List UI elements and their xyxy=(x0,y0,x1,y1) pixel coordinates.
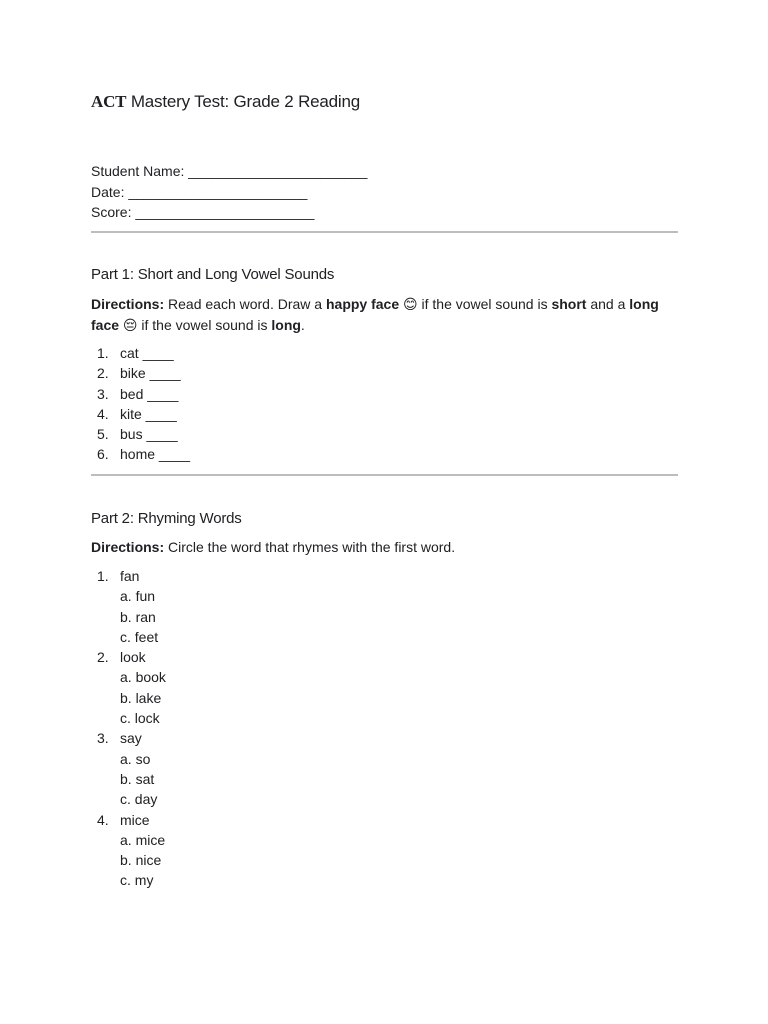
question-item xyxy=(91,566,166,647)
list-item xyxy=(91,424,190,444)
item-text: home ____ xyxy=(120,446,191,463)
choice-option: c. day xyxy=(120,791,158,808)
directions-emphasis: long xyxy=(271,316,301,333)
list-item xyxy=(91,384,190,404)
item-text: bus ____ xyxy=(120,426,178,443)
directions-emphasis: short xyxy=(551,296,587,312)
directions-text: . xyxy=(300,316,305,333)
choice-option: a. so xyxy=(120,750,151,767)
item-text: kite ____ xyxy=(120,405,177,422)
choice-option: a. mice xyxy=(120,831,166,848)
item-text: bed ____ xyxy=(120,385,179,402)
item-number: 4. xyxy=(97,811,109,828)
title-prefix: ACT xyxy=(91,92,127,111)
item-number: 6. xyxy=(97,446,109,463)
part1-heading: Part 1: Short and Long Vowel Sounds xyxy=(91,266,335,283)
part2-heading: Part 2: Rhyming Words xyxy=(91,510,242,527)
question-word: fan xyxy=(120,568,140,584)
question-item xyxy=(91,647,166,728)
title-rest: Mastery Test: Grade 2 Reading xyxy=(126,92,360,111)
item-number: 1. xyxy=(97,568,109,584)
section-divider xyxy=(91,474,678,476)
part1-directions xyxy=(91,294,678,335)
question-word: look xyxy=(120,649,146,666)
student-info xyxy=(91,161,367,223)
directions-label: Directions: xyxy=(91,539,165,555)
section-divider xyxy=(91,231,678,233)
question-word: say xyxy=(120,730,142,747)
item-number: 1. xyxy=(97,345,109,361)
directions-emphasis: happy face xyxy=(325,296,400,312)
choice-option: a. book xyxy=(120,669,166,686)
part2-directions xyxy=(91,537,678,558)
directions-text: and a xyxy=(586,296,630,312)
student-name-line: Student Name: _______________________ xyxy=(91,163,368,179)
choice-option: a. fun xyxy=(120,588,156,605)
choice-option: b. sat xyxy=(120,770,155,787)
item-number: 2. xyxy=(97,365,109,382)
choice-option: c. my xyxy=(120,872,154,889)
document-title xyxy=(91,92,360,112)
list-item xyxy=(91,343,190,363)
question-word: mice xyxy=(120,811,150,828)
item-text: bike ____ xyxy=(120,365,181,382)
list-item xyxy=(91,444,190,464)
choice-option: b. nice xyxy=(120,852,162,869)
directions-text: Read each word. Draw a xyxy=(164,296,326,312)
choice-option: c. lock xyxy=(120,710,160,727)
choice-list xyxy=(120,667,166,728)
question-item xyxy=(91,810,166,891)
date-line: Date: _______________________ xyxy=(91,183,308,200)
part2-question-list xyxy=(91,566,166,891)
part1-word-list xyxy=(91,343,190,465)
directions-text: Circle the word that rhymes with the first word. xyxy=(164,539,456,555)
item-number: 4. xyxy=(97,405,109,422)
choice-list xyxy=(120,830,166,891)
directions-emphasis: long face xyxy=(91,296,659,333)
choice-list xyxy=(120,749,166,810)
item-number: 3. xyxy=(97,385,109,402)
list-item xyxy=(91,404,190,424)
item-text: cat ____ xyxy=(120,345,174,361)
directions-text: 😊 if the vowel sound is xyxy=(399,296,552,312)
list-item xyxy=(91,363,190,383)
directions-label: Directions: xyxy=(91,296,165,312)
item-number: 5. xyxy=(97,426,109,443)
choice-list xyxy=(120,586,166,647)
choice-option: b. lake xyxy=(120,689,162,706)
score-line: Score: _______________________ xyxy=(91,204,315,220)
choice-option: c. feet xyxy=(120,628,159,645)
item-number: 2. xyxy=(97,649,109,666)
choice-option: b. ran xyxy=(120,608,156,625)
directions-text: 😔 if the vowel sound is xyxy=(119,316,272,333)
item-number: 3. xyxy=(97,730,109,747)
question-item xyxy=(91,728,166,809)
